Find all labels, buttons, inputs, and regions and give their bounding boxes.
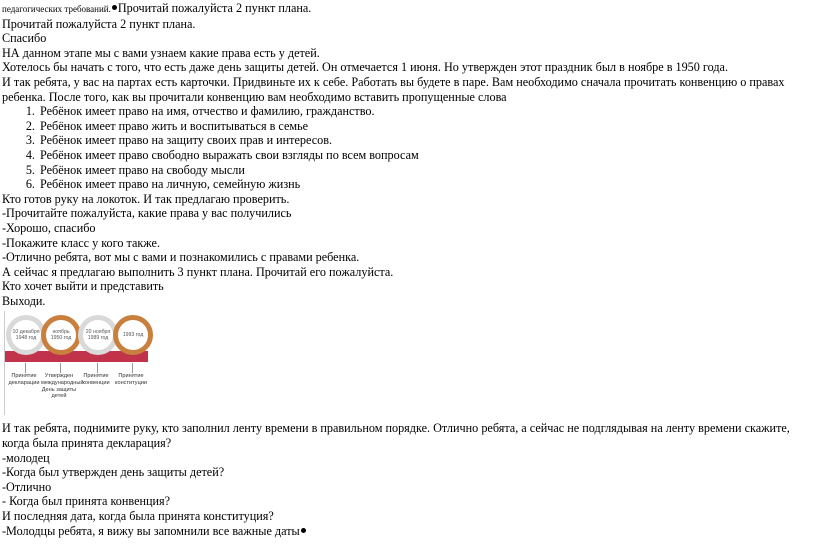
paragraph: Кто хочет выйти и представить: [2, 279, 164, 294]
timeline-label: Принятие конституции: [114, 373, 148, 387]
paragraph: -Когда был утвержден день защиты детей?: [2, 465, 225, 480]
paragraph: Выходи.: [2, 293, 46, 308]
timeline-tick: [132, 363, 133, 373]
list-item: 6. Ребёнок имеет право на личную, семейную жизнь: [38, 177, 814, 192]
timeline-label: Утвержден международный День защиты детей: [41, 373, 84, 400]
timeline-label: Принятие конвенции: [82, 373, 110, 387]
timeline-label: Принятие декларации: [8, 373, 40, 387]
list-item: 1. Ребёнок имеет право на имя, отчество и фамилию, гражданство.: [38, 104, 814, 119]
paragraph: Кто готов руку на локоток. И так предлагаю проверить.: [2, 191, 290, 206]
paragraph: Спасибо: [2, 31, 47, 46]
list-item: 3. Ребёнок имеет право на защиту своих прав и интересов.: [38, 133, 814, 148]
header-small-prefix: педагогических требований.: [2, 4, 111, 14]
list-item: 5. Ребёнок имеет право на свободу мысли: [38, 163, 814, 178]
paragraph: И последняя дата, когда была принята конституция?: [2, 509, 274, 524]
timeline-divider: [4, 311, 5, 415]
paragraph: -Отлично ребята, вот мы с вами и познакомились с правами ребенка.: [2, 250, 360, 265]
paragraph: НА данном этапе мы с вами узнаем какие права есть у детей.: [2, 45, 320, 60]
timeline-date-circle: 1993 год: [113, 315, 153, 355]
paragraph: Прочитай пожалуйста 2 пункт плана.: [2, 16, 196, 31]
list-item: 4. Ребёнок имеет право свободно выражать свои взгляды по всем вопросам: [38, 148, 814, 163]
timeline-date-circle: 20 ноября 1989 год: [78, 315, 118, 355]
header-line: [2, 1, 814, 17]
paragraph: -молодец: [2, 450, 50, 465]
timeline-date-circle: 10 декабря 1948 год: [6, 315, 46, 355]
timeline-date-circle: ноябрь 1950 год: [41, 315, 81, 355]
timeline-figure: [2, 311, 148, 419]
paragraph: И так ребята, у вас на партах есть карточки. Придвиньте их к себе. Работать вы будете в паре. Вам необходимо сначала прочитать конвенцию о правах ребенка. После того, как вы прочитали конвенцию вам необходимо вставить пропущенные слова: [2, 74, 785, 104]
list-item: 2. Ребёнок имеет право жить и воспитываться в семье: [38, 119, 814, 134]
paragraph: И так ребята, поднимите руку, кто заполнил ленту времени в правильном порядке. Отлично ребята, а сейчас не подглядывая на ленту времени скажите, когда была принята декларация?: [2, 421, 790, 451]
closing-line: [2, 524, 814, 539]
bullet-icon: [301, 528, 306, 533]
paragraph: -Хорошо, спасибо: [2, 220, 96, 235]
paragraph: -Молодцы ребята, я вижу вы запомнили все важные даты: [2, 523, 300, 538]
paragraph: -Покажите класс у кого также.: [2, 235, 160, 250]
paragraph: -Отлично: [2, 479, 52, 494]
rights-list: [2, 104, 814, 192]
paragraph: Хотелось бы начать с того, что есть даже день защиты детей. Он отмечается 1 июня. Но утвержден этот праздник был в ноябре в 1950 года.: [2, 60, 729, 75]
paragraph: - Когда был принята конвенция?: [2, 494, 171, 509]
timeline-tick: [60, 363, 61, 373]
header-line-text: Прочитай пожалуйста 2 пункт плана.: [117, 1, 312, 15]
document-body: [2, 1, 814, 538]
bullet-icon: [112, 5, 117, 10]
timeline-tick: [25, 363, 26, 373]
timeline-tick: [97, 363, 98, 373]
paragraph: -Прочитайте пожалуйста, какие права у вас получились: [2, 206, 292, 221]
paragraph: А сейчас я предлагаю выполнить 3 пункт плана. Прочитай его пожалуйста.: [2, 264, 394, 279]
